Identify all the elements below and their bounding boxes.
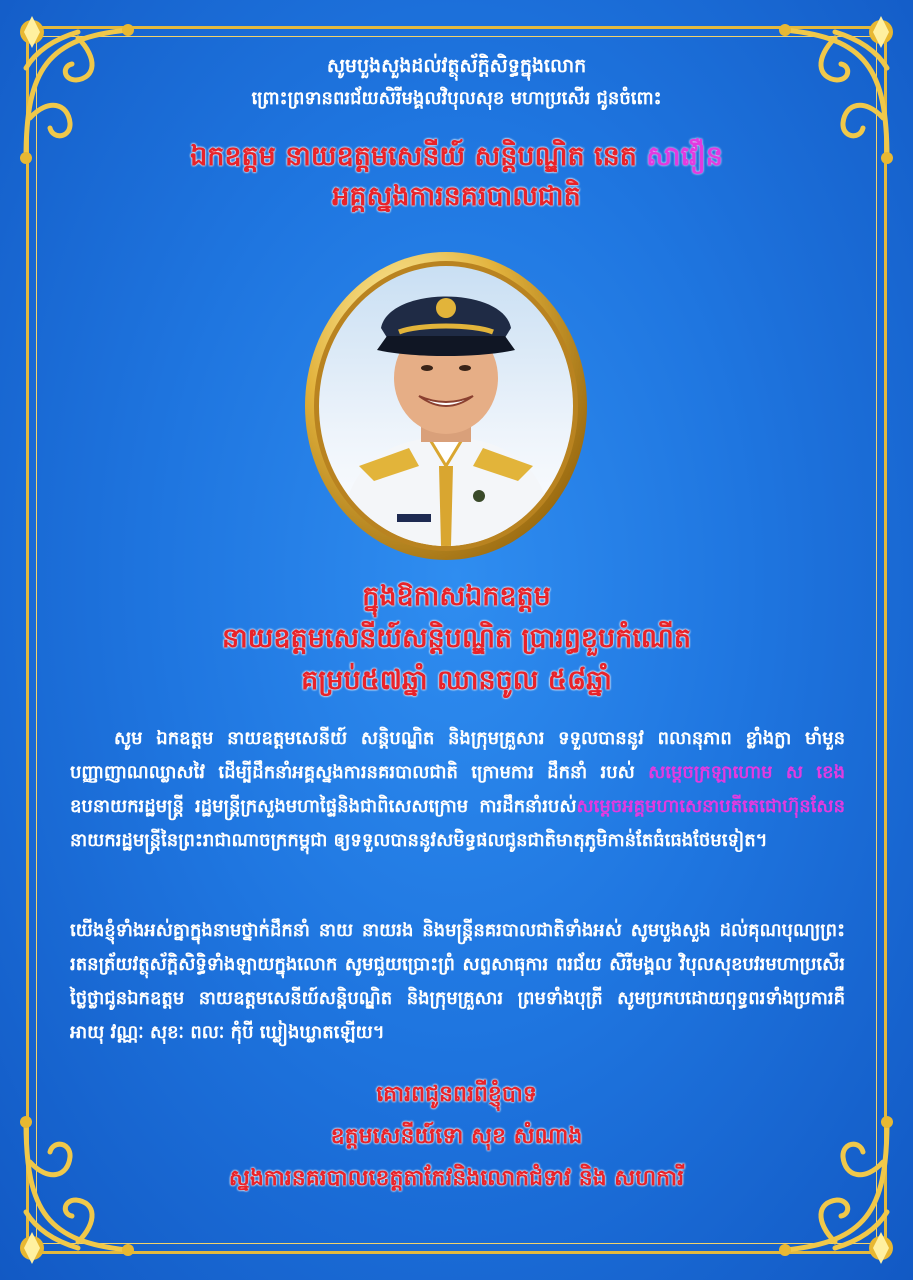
paragraph1-highlight-2: សម្តេចអគ្គមហាសេនាបតីតេជោហ៊ុនសែន	[576, 796, 845, 817]
occasion-line-3: គម្រប់៥៧ឆ្នាំ ឈានចូល ៥៨ឆ្នាំ	[301, 665, 612, 696]
wish-paragraph-1	[70, 722, 845, 858]
honoree-given-name: សាវឿន	[646, 141, 723, 172]
blessing-line-1: សូមបួងសួងដល់វត្ថុស័ក្តិសិទ្ធក្នុងលោក	[326, 55, 587, 77]
wish-paragraph-2: យើងខ្ញុំទាំងអស់គ្នាក្នុងនាមថ្នាក់ដឹកនាំ នាយ នាយរង និងមន្ត្រីនគរបាលជាតិទាំងអស់ សូមបួងសួង ដល់គុណបុណ្យព្រះ រតនត្រ័យវត្ថុស័ក្តិសិទ្ធិទាំងឡាយក្នុងលោក សូមជួយប្រោះព្រំ សព្ទសាធុការ ពរជ័យ សិរីមង្គល វិបុលសុខបវរមហាប្រសើរថ្លៃថ្លាជូនឯកឧត្តម នាយឧត្តមសេនីយ៍សន្តិបណ្ឌិត និងក្រុមគ្រួសារ ព្រមទាំងបុត្រី សូមប្រកបដោយពុទ្ធពរទាំងប្រការគឺ អាយុ វណ្ណៈ សុខៈ ពលៈ កុំបី ឃ្លៀងឃ្លាតឡើយ។	[70, 920, 845, 1043]
blessing-line-2: ព្រោះព្រទានពរជ័យសិរីមង្គលវិបុលសុខ មហាប្រសើរ ជូនចំពោះ	[251, 88, 662, 109]
occasion-line-2: នាយឧត្តមសេនីយ៍សន្តិបណ្ឌិត ប្រារព្ធខួបកំណើត	[222, 623, 691, 654]
footer-sender-title: ស្នងការនគរបាលខេត្តតាកែវនិងលោកជំទាវ និង សហការី	[228, 1166, 685, 1191]
honoree-surname: នេត	[594, 141, 637, 172]
footer-sender-name: ឧត្តមសេនីយ៍ទោ សុខ សំណាង	[330, 1124, 583, 1149]
honoree-name	[0, 140, 913, 179]
honoree-title: អគ្គស្នងការនគរបាលជាតិ	[332, 181, 581, 212]
footer-line-1: គោរពជូនពរពីខ្ញុំបាទ	[376, 1082, 537, 1107]
portrait-frame	[305, 252, 587, 560]
portrait-officer-icon	[319, 266, 573, 546]
paragraph1-text-a: សូម ឯកឧត្តម នាយឧត្តមសេនីយ៍ សន្តិបណ្ឌិត និងក្រុមគ្រួសារ ទទួលបាននូវ ពលានុភាព ខ្លាំងក្លា មាំមួន បញ្ញាញាណឈ្លាសវៃ ដើម្បីដឹកនាំអគ្គស្នងការនគរបាលជាតិ ក្រោមការ ដឹកនាំ របស់	[70, 728, 845, 783]
honoree-rank: ឯកឧត្តម នាយឧត្តមសេនីយ៍ សន្តិបណ្ឌិត	[190, 141, 585, 172]
occasion-line-1: ក្នុងឱកាសឯកឧត្តម	[362, 581, 551, 612]
paragraph1-text-b: ឧបនាយករដ្ឋមន្ត្រី រដ្ឋមន្ត្រីក្រសួងមហាផ្ទៃនិងជាពិសេសក្រោម ការដឹកនាំរបស់	[70, 796, 577, 817]
portrait-photo	[319, 266, 573, 546]
paragraph1-highlight-1: សម្តេចក្រឡាហោម ស ខេង	[648, 762, 845, 783]
paragraph1-text-c: នាយករដ្ឋមន្ត្រីនៃព្រះរាជាណាចក្រកម្ពុជា ឲ្យទទួលបាននូវសមិទ្ធផលជូនជាតិមាតុភូមិកាន់តែធំធេងថែមទៀត។	[70, 830, 768, 851]
